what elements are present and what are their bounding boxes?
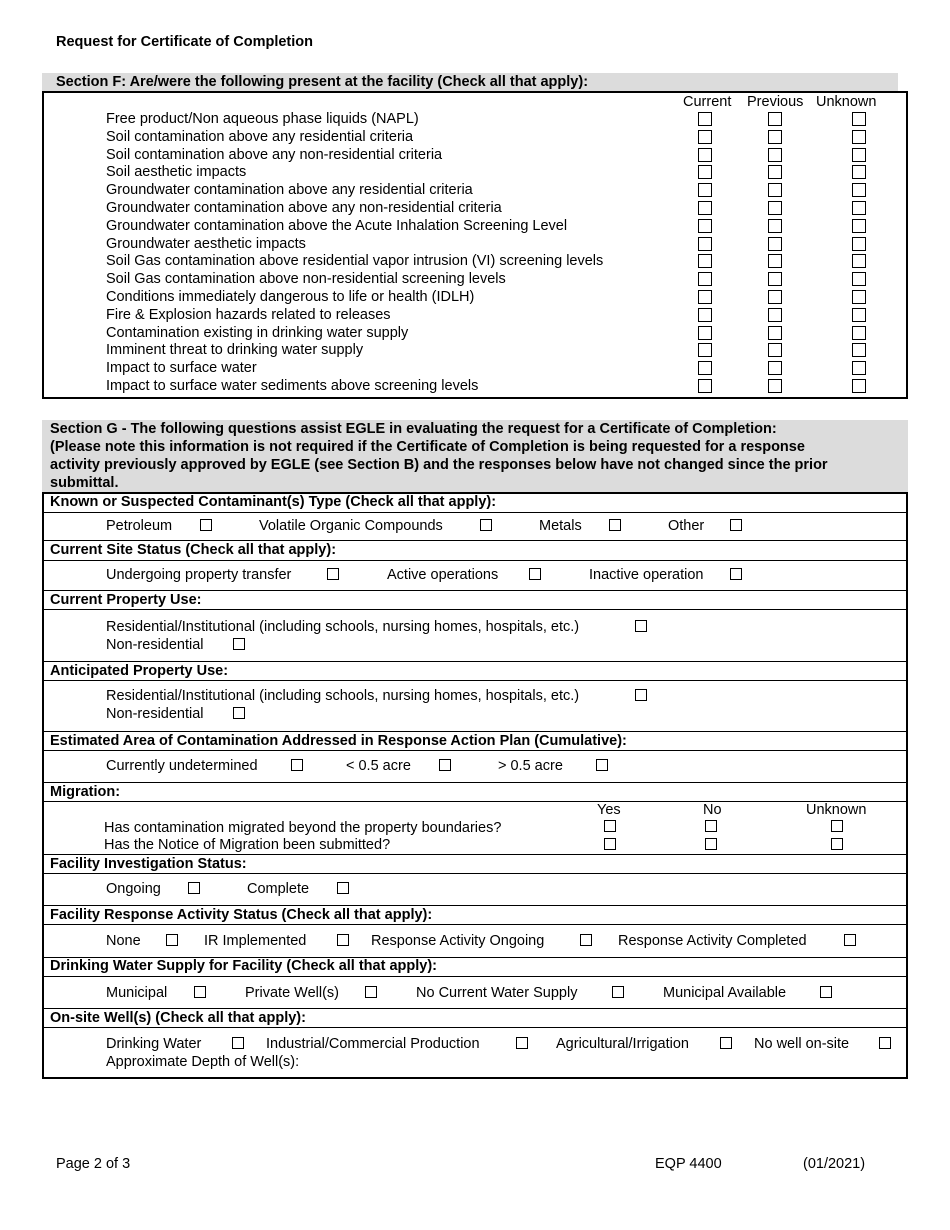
- section-f-item: Groundwater contamination above any non-residential criteria: [106, 200, 502, 216]
- response-completed-label: Response Activity Completed: [618, 933, 807, 949]
- section-f-unknown-checkbox[interactable]: [852, 290, 866, 304]
- investigation-ongoing-label: Ongoing: [106, 881, 161, 897]
- col-current: Current: [683, 94, 732, 110]
- response-completed-checkbox[interactable]: [844, 934, 856, 946]
- active-operations-checkbox[interactable]: [529, 568, 541, 580]
- section-f-current-checkbox[interactable]: [698, 326, 712, 340]
- water-private-checkbox[interactable]: [365, 986, 377, 998]
- section-f-previous-checkbox[interactable]: [768, 219, 782, 233]
- section-f-current-checkbox[interactable]: [698, 183, 712, 197]
- area-less-checkbox[interactable]: [439, 759, 451, 771]
- page-title: Request for Certificate of Completion: [56, 34, 313, 50]
- option-property-transfer-label: Undergoing property transfer: [106, 567, 292, 583]
- migration-col-yes: Yes: [597, 802, 621, 818]
- site-status-header: Current Site Status (Check all that apply):: [50, 542, 337, 558]
- section-f-current-checkbox[interactable]: [698, 343, 712, 357]
- section-f-current-checkbox[interactable]: [698, 165, 712, 179]
- notice-unknown-checkbox[interactable]: [831, 838, 843, 850]
- area-undetermined-label: Currently undetermined: [106, 758, 258, 774]
- section-f-item: Impact to surface water: [106, 360, 257, 377]
- investigation-complete-checkbox[interactable]: [337, 882, 349, 894]
- notice-yes-checkbox[interactable]: [604, 838, 616, 850]
- section-f-unknown-checkbox[interactable]: [852, 130, 866, 144]
- section-g-title-4: submittal.: [50, 475, 119, 491]
- well-depth-label: Approximate Depth of Well(s):: [106, 1054, 300, 1070]
- anticipated-nonresidential-checkbox[interactable]: [233, 707, 245, 719]
- section-f-unknown-checkbox[interactable]: [852, 148, 866, 162]
- section-f-previous-checkbox[interactable]: [768, 361, 782, 375]
- water-private-label: Private Well(s): [245, 985, 339, 1001]
- section-f-current-checkbox[interactable]: [698, 361, 712, 375]
- section-f-previous-checkbox[interactable]: [768, 290, 782, 304]
- section-f-unknown-checkbox[interactable]: [852, 379, 866, 393]
- anticipated-residential-label: Residential/Institutional (including schools, nursing homes, hospitals, etc.): [106, 688, 580, 704]
- migrated-unknown-checkbox[interactable]: [831, 820, 843, 832]
- water-supply-header: Drinking Water Supply for Facility (Check all that apply):: [50, 958, 437, 974]
- section-f-item: Soil contamination above any non-residential criteria: [106, 146, 443, 163]
- form-number: EQP 4400: [655, 1156, 722, 1172]
- option-petroleum-label: Petroleum: [106, 518, 173, 534]
- water-municipal-available-checkbox[interactable]: [820, 986, 832, 998]
- contaminant-header: Known or Suspected Contaminant(s) Type (Check all that apply):: [50, 494, 497, 510]
- section-f-item: Free product/Non aqueous phase liquids (NAPL): [106, 111, 419, 127]
- water-municipal-available-label: Municipal Available: [663, 985, 787, 1001]
- well-agricultural-label: Agricultural/Irrigation: [556, 1036, 689, 1052]
- page-number: Page 2 of 3: [56, 1156, 131, 1172]
- section-f-item: Contamination existing in drinking water supply: [106, 324, 409, 341]
- metals-checkbox[interactable]: [609, 519, 621, 531]
- area-header: Estimated Area of Contamination Addressed in Response Action Plan (Cumulative):: [50, 733, 627, 749]
- voc-checkbox[interactable]: [480, 519, 492, 531]
- other-checkbox[interactable]: [730, 519, 742, 531]
- section-f-item: Conditions immediately dangerous to life or health (IDLH): [106, 289, 475, 305]
- section-f-previous-checkbox[interactable]: [768, 308, 782, 322]
- inactive-operation-checkbox[interactable]: [730, 568, 742, 580]
- section-f-title: Section F: Are/were the following present at the facility (Check all that apply):: [56, 74, 589, 90]
- section-f-item: Soil contamination above any residential criteria: [106, 128, 414, 145]
- col-previous: Previous: [747, 94, 804, 110]
- section-f-item: Soil aesthetic impacts: [106, 164, 247, 181]
- section-f-current-checkbox[interactable]: [698, 308, 712, 322]
- investigation-complete-label: Complete: [247, 881, 310, 897]
- section-f-previous-checkbox[interactable]: [768, 148, 782, 162]
- section-f-current-checkbox[interactable]: [698, 379, 712, 393]
- section-f-unknown-checkbox[interactable]: [852, 326, 866, 340]
- option-metals-label: Metals: [539, 518, 582, 534]
- section-f-previous-checkbox[interactable]: [768, 165, 782, 179]
- option-active-operations-label: Active operations: [387, 567, 499, 583]
- section-g-title-3: activity previously approved by EGLE (see Section B) and the responses below have not changed since the prior: [50, 457, 828, 473]
- section-f-previous-checkbox[interactable]: [768, 183, 782, 197]
- section-f-unknown-checkbox[interactable]: [852, 254, 866, 268]
- well-none-label: No well on-site: [754, 1036, 850, 1052]
- option-voc-label: Volatile Organic Compounds: [259, 518, 443, 534]
- migration-question-1: Has contamination migrated beyond the property boundaries?: [104, 820, 502, 836]
- anticipated-use-header: Anticipated Property Use:: [50, 663, 229, 679]
- well-none-checkbox[interactable]: [879, 1037, 891, 1049]
- migration-col-no: No: [703, 802, 722, 818]
- section-f-item: Groundwater contamination above the Acute Inhalation Screening Level: [106, 217, 568, 234]
- section-f-unknown-checkbox[interactable]: [852, 272, 866, 286]
- section-f-previous-checkbox[interactable]: [768, 254, 782, 268]
- water-municipal-checkbox[interactable]: [194, 986, 206, 998]
- section-f-current-checkbox[interactable]: [698, 290, 712, 304]
- section-f-unknown-checkbox[interactable]: [852, 165, 866, 179]
- anticipated-residential-checkbox[interactable]: [635, 689, 647, 701]
- section-f-item: Impact to surface water sediments above screening levels: [106, 378, 479, 394]
- section-f-previous-checkbox[interactable]: [768, 379, 782, 393]
- petroleum-checkbox[interactable]: [200, 519, 212, 531]
- section-f-unknown-checkbox[interactable]: [852, 361, 866, 375]
- current-use-header: Current Property Use:: [50, 592, 202, 608]
- current-nonresidential-checkbox[interactable]: [233, 638, 245, 650]
- section-f-item: Soil Gas contamination above residential vapor intrusion (VI) screening levels: [106, 253, 604, 270]
- response-ongoing-checkbox[interactable]: [580, 934, 592, 946]
- response-ir-checkbox[interactable]: [337, 934, 349, 946]
- well-drinking-label: Drinking Water: [106, 1036, 202, 1052]
- section-f-previous-checkbox[interactable]: [768, 326, 782, 340]
- investigation-header: Facility Investigation Status:: [50, 856, 247, 872]
- water-none-checkbox[interactable]: [612, 986, 624, 998]
- migrated-yes-checkbox[interactable]: [604, 820, 616, 832]
- section-f-previous-checkbox[interactable]: [768, 237, 782, 251]
- current-residential-checkbox[interactable]: [635, 620, 647, 632]
- well-industrial-checkbox[interactable]: [516, 1037, 528, 1049]
- area-less-label: < 0.5 acre: [346, 758, 411, 774]
- well-agricultural-checkbox[interactable]: [720, 1037, 732, 1049]
- col-unknown: Unknown: [816, 94, 877, 110]
- section-f-unknown-checkbox[interactable]: [852, 201, 866, 215]
- section-f-previous-checkbox[interactable]: [768, 201, 782, 215]
- investigation-ongoing-checkbox[interactable]: [188, 882, 200, 894]
- section-f-current-checkbox[interactable]: [698, 148, 712, 162]
- form-date: (01/2021): [803, 1156, 866, 1172]
- response-ongoing-label: Response Activity Ongoing: [371, 933, 545, 949]
- section-f-item: Groundwater aesthetic impacts: [106, 235, 306, 252]
- property-transfer-checkbox[interactable]: [327, 568, 339, 580]
- well-industrial-label: Industrial/Commercial Production: [266, 1036, 480, 1052]
- option-inactive-operation-label: Inactive operation: [589, 567, 704, 583]
- water-municipal-label: Municipal: [106, 985, 168, 1001]
- section-f-unknown-checkbox[interactable]: [852, 308, 866, 322]
- section-f-unknown-checkbox[interactable]: [852, 237, 866, 251]
- notice-no-checkbox[interactable]: [705, 838, 717, 850]
- section-f-unknown-checkbox[interactable]: [852, 343, 866, 357]
- area-greater-checkbox[interactable]: [596, 759, 608, 771]
- current-nonresidential-label: Non-residential: [106, 637, 204, 653]
- section-f-current-checkbox[interactable]: [698, 254, 712, 268]
- section-f-item: Soil Gas contamination above non-residential screening levels: [106, 271, 506, 288]
- wells-header: On-site Well(s) (Check all that apply):: [50, 1010, 306, 1026]
- migration-col-unknown: Unknown: [806, 802, 867, 818]
- migrated-no-checkbox[interactable]: [705, 820, 717, 832]
- section-f-item: Groundwater contamination above any residential criteria: [106, 182, 473, 199]
- section-f-current-checkbox[interactable]: [698, 112, 712, 126]
- migration-header: Migration:: [50, 784, 121, 800]
- section-f-previous-checkbox[interactable]: [768, 343, 782, 357]
- response-activity-header: Facility Response Activity Status (Check all that apply):: [50, 907, 433, 923]
- response-none-checkbox[interactable]: [166, 934, 178, 946]
- section-f-unknown-checkbox[interactable]: [852, 183, 866, 197]
- section-f-item: Fire & Explosion hazards related to releases: [106, 306, 391, 323]
- section-f-current-checkbox[interactable]: [698, 272, 712, 286]
- response-none-label: None: [106, 933, 141, 949]
- section-f-previous-checkbox[interactable]: [768, 130, 782, 144]
- section-f-current-checkbox[interactable]: [698, 130, 712, 144]
- section-f-unknown-checkbox[interactable]: [852, 112, 866, 126]
- response-ir-label: IR Implemented: [204, 933, 307, 949]
- current-residential-label: Residential/Institutional (including schools, nursing homes, hospitals, etc.): [106, 619, 580, 635]
- anticipated-nonresidential-label: Non-residential: [106, 706, 204, 722]
- option-other-label: Other: [668, 518, 705, 534]
- section-f-item: Imminent threat to drinking water supply: [106, 342, 364, 359]
- section-f-current-checkbox[interactable]: [698, 237, 712, 251]
- area-greater-label: > 0.5 acre: [498, 758, 563, 774]
- section-f-current-checkbox[interactable]: [698, 219, 712, 233]
- section-f-current-checkbox[interactable]: [698, 201, 712, 215]
- area-undetermined-checkbox[interactable]: [291, 759, 303, 771]
- well-drinking-checkbox[interactable]: [232, 1037, 244, 1049]
- section-f-unknown-checkbox[interactable]: [852, 219, 866, 233]
- water-none-label: No Current Water Supply: [416, 985, 578, 1001]
- section-f-previous-checkbox[interactable]: [768, 272, 782, 286]
- section-g-title-2: (Please note this information is not required if the Certificate of Completion is being requested for a response: [50, 439, 805, 455]
- section-f-previous-checkbox[interactable]: [768, 112, 782, 126]
- migration-question-2: Has the Notice of Migration been submitted?: [104, 837, 391, 853]
- section-g-title-1: Section G - The following questions assist EGLE in evaluating the request for a Certificate of Completion:: [50, 421, 777, 437]
